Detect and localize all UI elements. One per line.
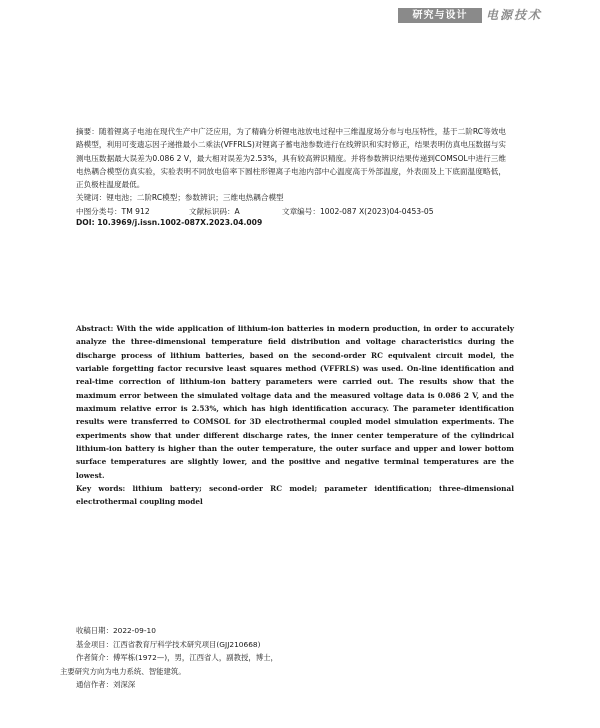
- chinese-abstract-text: 摘要：随着锂离子电池在现代生产中广泛应用，为了精确分析锂电池放电过程中三维温度场分布与电压特性，基于二阶RC等效电路模型，利用可变遗忘因子递推最小二乘法(VFFRLS)对锂离子蓄电池参数进行在线辨识和实时修正，结果表明仿真电压数据与实测电压数据最大误差为0.086 2 V，最大相对误差为2.53%，具有较高辨识精度。并将参数辨识结果传递到COMSOL中进行三维电热耦合模型仿真实验，实验表明不同放电倍率下圆柱形锂离子电池内部中心温度高于外部温度，外表面及上下底面温度略低，正负极柱温度最低。: [76, 127, 506, 190]
- english-abstract-text: Abstract: With the wide application of lithium-ion batteries in modern production, in order to accurately analyze the three-dimensional temperature field distribution and voltage characteristics during the discharge process of lithium batteries, based on the second-order RC equivalent circuit model, the variable forgetting factor recursive least squares method (VFFRLS) was used. On-line identification and real-time correction of lithium-ion battery parameters were carried out. The results show that the maximum error between the simulated voltage data and the measured voltage data is 0.086 2 V, and the maximum relative error is 2.53%, which has high identification accuracy. The parameter identification results were transferred to COMSOL for 3D electrothermal coupled model simulation experiments. The experiments show that under different discharge rates, the inner center temperature of the cylindrical lithium-ion battery is higher than the outer temperature, the outer surface and upper and lower bottom surface temperatures are slightly lower, and the positive and negative terminal temperatures are the lowest.: [76, 324, 514, 480]
- doi: DOI: 10.3969/j.issn.1002-087X.2023.04.009: [76, 218, 263, 227]
- footnotes: [60, 624, 440, 692]
- corresponding-author: 通信作者：刘深深: [76, 680, 136, 690]
- author-bio: 作者简介：傅军栋(1972—)，男，江西省人，副教授，博士，: [76, 653, 278, 663]
- received-date: 收稿日期：2022-09-10: [76, 626, 156, 635]
- fund-project: 基金项目：江西省教育厅科学技术研究项目(GJJ210668): [76, 639, 261, 649]
- english-abstract: [76, 322, 514, 509]
- author-research: 主要研究方向为电力系统、智能建筑。: [60, 666, 186, 676]
- chinese-keywords: 关键词：锂电池；二阶RC模型；参数辨识；三维电热耦合模型: [76, 193, 284, 203]
- english-keywords: Key words: lithium battery; second-order RC model; parameter identification; three-dimensional electrothermal coupling model: [76, 484, 514, 507]
- section-label: 研究与设计: [398, 8, 482, 23]
- clc-number: 中图分类号：TM 912: [76, 207, 150, 216]
- document-code: 文献标识码：A: [189, 207, 240, 216]
- chinese-abstract: [76, 125, 506, 205]
- article-number: 文章编号：1002-087 X(2023)04-0453-05: [282, 207, 434, 216]
- journal-brand: 电源技术: [486, 8, 543, 22]
